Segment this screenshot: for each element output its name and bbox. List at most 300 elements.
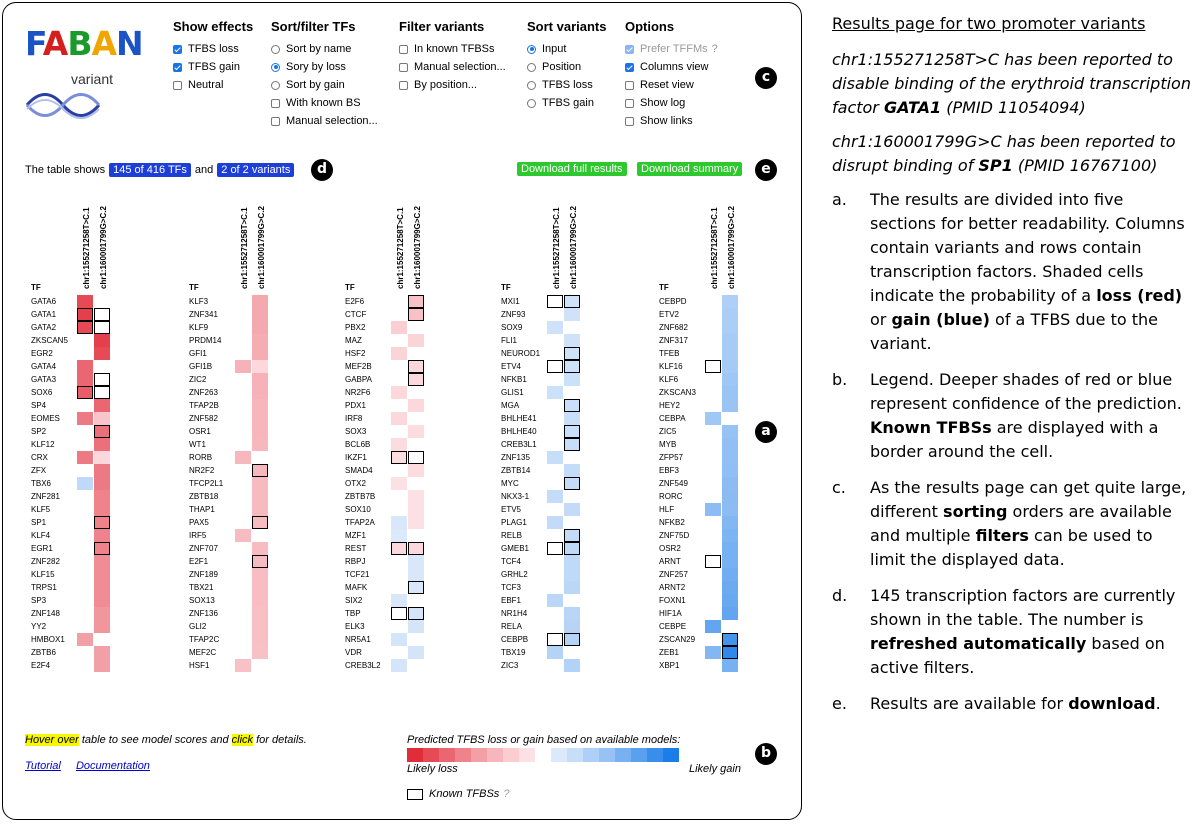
score-cell[interactable] — [705, 594, 721, 607]
score-cell[interactable] — [77, 659, 93, 672]
variant-column-header[interactable]: chr1:160001799G>C.2 — [257, 206, 266, 289]
table-row[interactable] — [501, 399, 601, 412]
table-row[interactable] — [659, 555, 759, 568]
score-cell[interactable] — [547, 607, 563, 620]
score-cell[interactable] — [391, 425, 407, 438]
score-cell[interactable] — [94, 425, 110, 438]
score-cell[interactable] — [705, 659, 721, 672]
score-cell[interactable] — [391, 633, 407, 646]
score-cell[interactable] — [564, 464, 580, 477]
table-row[interactable] — [659, 308, 759, 321]
table-row[interactable] — [659, 438, 759, 451]
score-cell[interactable] — [547, 477, 563, 490]
table-row[interactable] — [345, 659, 445, 672]
table-row[interactable] — [345, 516, 445, 529]
score-cell[interactable] — [722, 425, 738, 438]
table-row[interactable] — [659, 399, 759, 412]
score-cell[interactable] — [564, 529, 580, 542]
score-cell[interactable] — [252, 646, 268, 659]
table-row[interactable] — [189, 581, 289, 594]
score-cell[interactable] — [408, 594, 424, 607]
score-cell[interactable] — [722, 438, 738, 451]
score-cell[interactable] — [408, 633, 424, 646]
score-cell[interactable] — [235, 633, 251, 646]
score-cell[interactable] — [391, 451, 407, 464]
score-cell[interactable] — [77, 633, 93, 646]
score-cell[interactable] — [252, 464, 268, 477]
radio-button[interactable] — [527, 63, 536, 72]
score-cell[interactable] — [94, 594, 110, 607]
score-cell[interactable] — [77, 646, 93, 659]
table-row[interactable] — [345, 386, 445, 399]
score-cell[interactable] — [408, 412, 424, 425]
score-cell[interactable] — [408, 360, 424, 373]
score-cell[interactable] — [408, 438, 424, 451]
score-cell[interactable] — [94, 555, 110, 568]
score-cell[interactable] — [408, 568, 424, 581]
score-cell[interactable] — [77, 412, 93, 425]
score-cell[interactable] — [547, 594, 563, 607]
score-cell[interactable] — [564, 425, 580, 438]
score-cell[interactable] — [235, 425, 251, 438]
table-row[interactable] — [189, 490, 289, 503]
score-cell[interactable] — [408, 334, 424, 347]
table-row[interactable] — [31, 451, 131, 464]
score-cell[interactable] — [705, 438, 721, 451]
option-tfbs-gain[interactable] — [527, 94, 606, 112]
score-cell[interactable] — [722, 451, 738, 464]
table-row[interactable] — [345, 360, 445, 373]
score-cell[interactable] — [252, 451, 268, 464]
table-row[interactable] — [501, 347, 601, 360]
table-row[interactable] — [189, 542, 289, 555]
score-cell[interactable] — [94, 360, 110, 373]
score-cell[interactable] — [391, 581, 407, 594]
score-cell[interactable] — [77, 516, 93, 529]
score-cell[interactable] — [391, 503, 407, 516]
tf-count-badge[interactable]: 145 of 416 TFs — [109, 163, 191, 177]
score-cell[interactable] — [77, 477, 93, 490]
score-cell[interactable] — [722, 334, 738, 347]
score-cell[interactable] — [252, 386, 268, 399]
score-cell[interactable] — [391, 308, 407, 321]
score-cell[interactable] — [564, 308, 580, 321]
score-cell[interactable] — [564, 555, 580, 568]
score-cell[interactable] — [235, 334, 251, 347]
score-cell[interactable] — [547, 373, 563, 386]
score-cell[interactable] — [722, 529, 738, 542]
score-cell[interactable] — [235, 594, 251, 607]
score-cell[interactable] — [252, 516, 268, 529]
score-cell[interactable] — [705, 477, 721, 490]
score-cell[interactable] — [235, 516, 251, 529]
score-cell[interactable] — [408, 646, 424, 659]
score-cell[interactable] — [547, 542, 563, 555]
score-cell[interactable] — [252, 425, 268, 438]
score-cell[interactable] — [391, 347, 407, 360]
score-cell[interactable] — [252, 360, 268, 373]
score-cell[interactable] — [547, 412, 563, 425]
score-cell[interactable] — [705, 607, 721, 620]
option-neutral[interactable] — [173, 76, 253, 94]
table-row[interactable] — [189, 646, 289, 659]
table-row[interactable] — [501, 451, 601, 464]
documentation-link[interactable]: Documentation — [75, 760, 150, 772]
help-icon[interactable]: ? — [711, 43, 718, 55]
score-cell[interactable] — [252, 594, 268, 607]
score-cell[interactable] — [77, 568, 93, 581]
table-row[interactable] — [659, 594, 759, 607]
table-row[interactable] — [345, 334, 445, 347]
table-row[interactable] — [189, 360, 289, 373]
checkbox[interactable] — [625, 81, 634, 90]
variant-column-header[interactable]: chr1:155271258T>C.1 — [710, 207, 719, 289]
score-cell[interactable] — [705, 373, 721, 386]
score-cell[interactable] — [235, 451, 251, 464]
score-cell[interactable] — [235, 295, 251, 308]
score-cell[interactable] — [391, 490, 407, 503]
score-cell[interactable] — [408, 477, 424, 490]
option-manual-selection[interactable] — [271, 112, 378, 130]
option-with-known-bs[interactable] — [271, 94, 378, 112]
score-cell[interactable] — [235, 620, 251, 633]
table-row[interactable] — [659, 607, 759, 620]
option-sory-by-loss[interactable] — [271, 58, 378, 76]
table-row[interactable] — [501, 295, 601, 308]
variant-column-header[interactable]: chr1:160001799G>C.2 — [413, 206, 422, 289]
table-row[interactable] — [189, 334, 289, 347]
radio-button[interactable] — [527, 99, 536, 108]
score-cell[interactable] — [391, 555, 407, 568]
score-cell[interactable] — [235, 373, 251, 386]
score-cell[interactable] — [722, 646, 738, 659]
table-row[interactable] — [345, 321, 445, 334]
score-cell[interactable] — [722, 620, 738, 633]
table-row[interactable] — [345, 477, 445, 490]
tutorial-link[interactable]: Tutorial — [25, 760, 61, 772]
score-cell[interactable] — [391, 594, 407, 607]
option-show-links[interactable] — [625, 112, 718, 130]
table-row[interactable] — [345, 568, 445, 581]
radio-button[interactable] — [271, 63, 280, 72]
score-cell[interactable] — [564, 581, 580, 594]
score-cell[interactable] — [722, 412, 738, 425]
table-row[interactable] — [31, 295, 131, 308]
score-cell[interactable] — [391, 542, 407, 555]
score-cell[interactable] — [252, 607, 268, 620]
score-cell[interactable] — [77, 529, 93, 542]
table-row[interactable] — [345, 412, 445, 425]
table-row[interactable] — [501, 607, 601, 620]
checkbox[interactable] — [625, 99, 634, 108]
score-cell[interactable] — [77, 295, 93, 308]
score-cell[interactable] — [94, 334, 110, 347]
score-cell[interactable] — [94, 295, 110, 308]
score-cell[interactable] — [252, 568, 268, 581]
variant-column-header[interactable]: chr1:155271258T>C.1 — [240, 207, 249, 289]
table-row[interactable] — [31, 490, 131, 503]
option-in-known-tfbss[interactable] — [399, 40, 506, 58]
table-row[interactable] — [345, 308, 445, 321]
option-tfbs-gain[interactable] — [173, 58, 253, 76]
score-cell[interactable] — [235, 659, 251, 672]
table-row[interactable] — [659, 646, 759, 659]
score-cell[interactable] — [705, 555, 721, 568]
score-cell[interactable] — [547, 321, 563, 334]
score-cell[interactable] — [94, 412, 110, 425]
score-cell[interactable] — [564, 451, 580, 464]
table-row[interactable] — [345, 438, 445, 451]
table-row[interactable] — [189, 386, 289, 399]
table-row[interactable] — [659, 620, 759, 633]
option-show-log[interactable] — [625, 94, 718, 112]
variant-column-header[interactable]: chr1:160001799G>C.2 — [99, 206, 108, 289]
table-row[interactable] — [659, 503, 759, 516]
score-cell[interactable] — [408, 451, 424, 464]
score-cell[interactable] — [77, 464, 93, 477]
table-row[interactable] — [31, 620, 131, 633]
table-row[interactable] — [31, 594, 131, 607]
option-sort-by-name[interactable] — [271, 40, 378, 58]
download-full-button[interactable]: Download full results — [517, 162, 627, 176]
score-cell[interactable] — [94, 490, 110, 503]
table-row[interactable] — [501, 360, 601, 373]
score-cell[interactable] — [391, 412, 407, 425]
table-row[interactable] — [501, 438, 601, 451]
checkbox[interactable] — [173, 81, 182, 90]
score-cell[interactable] — [547, 347, 563, 360]
score-cell[interactable] — [77, 542, 93, 555]
table-row[interactable] — [501, 503, 601, 516]
score-cell[interactable] — [705, 360, 721, 373]
score-cell[interactable] — [77, 620, 93, 633]
score-cell[interactable] — [705, 503, 721, 516]
score-cell[interactable] — [408, 347, 424, 360]
score-cell[interactable] — [547, 529, 563, 542]
table-row[interactable] — [659, 412, 759, 425]
score-cell[interactable] — [252, 438, 268, 451]
table-row[interactable] — [659, 529, 759, 542]
score-cell[interactable] — [564, 438, 580, 451]
score-cell[interactable] — [94, 477, 110, 490]
score-cell[interactable] — [705, 425, 721, 438]
table-row[interactable] — [345, 425, 445, 438]
table-row[interactable] — [659, 347, 759, 360]
score-cell[interactable] — [391, 568, 407, 581]
table-row[interactable] — [501, 386, 601, 399]
score-cell[interactable] — [252, 490, 268, 503]
radio-button[interactable] — [527, 81, 536, 90]
variant-column-header[interactable]: chr1:155271258T>C.1 — [396, 207, 405, 289]
score-cell[interactable] — [564, 568, 580, 581]
table-row[interactable] — [659, 568, 759, 581]
score-cell[interactable] — [547, 516, 563, 529]
score-cell[interactable] — [408, 503, 424, 516]
score-cell[interactable] — [705, 321, 721, 334]
score-cell[interactable] — [722, 516, 738, 529]
score-cell[interactable] — [722, 633, 738, 646]
score-cell[interactable] — [235, 490, 251, 503]
score-cell[interactable] — [77, 360, 93, 373]
score-cell[interactable] — [391, 516, 407, 529]
table-row[interactable] — [659, 490, 759, 503]
table-row[interactable] — [501, 308, 601, 321]
score-cell[interactable] — [391, 399, 407, 412]
table-row[interactable] — [189, 438, 289, 451]
score-cell[interactable] — [77, 438, 93, 451]
score-cell[interactable] — [252, 308, 268, 321]
checkbox[interactable] — [399, 81, 408, 90]
score-cell[interactable] — [408, 464, 424, 477]
score-cell[interactable] — [564, 360, 580, 373]
table-row[interactable] — [189, 529, 289, 542]
score-cell[interactable] — [547, 399, 563, 412]
checkbox[interactable] — [625, 117, 634, 126]
score-cell[interactable] — [564, 295, 580, 308]
table-row[interactable] — [31, 464, 131, 477]
score-cell[interactable] — [391, 646, 407, 659]
score-cell[interactable] — [94, 321, 110, 334]
table-row[interactable] — [501, 646, 601, 659]
table-row[interactable] — [31, 542, 131, 555]
score-cell[interactable] — [252, 620, 268, 633]
score-cell[interactable] — [547, 503, 563, 516]
checkbox[interactable] — [173, 63, 182, 72]
score-cell[interactable] — [408, 321, 424, 334]
score-cell[interactable] — [235, 399, 251, 412]
score-cell[interactable] — [252, 347, 268, 360]
score-cell[interactable] — [722, 581, 738, 594]
variant-column-header[interactable]: chr1:160001799G>C.2 — [569, 206, 578, 289]
score-cell[interactable] — [564, 334, 580, 347]
score-cell[interactable] — [235, 477, 251, 490]
score-cell[interactable] — [705, 464, 721, 477]
table-row[interactable] — [31, 555, 131, 568]
table-row[interactable] — [659, 464, 759, 477]
score-cell[interactable] — [235, 646, 251, 659]
option-prefer-tffms[interactable] — [625, 40, 718, 58]
score-cell[interactable] — [235, 503, 251, 516]
score-cell[interactable] — [94, 659, 110, 672]
known-tfbs-help-icon[interactable]: ? — [503, 788, 510, 800]
score-cell[interactable] — [391, 386, 407, 399]
table-row[interactable] — [659, 477, 759, 490]
score-cell[interactable] — [94, 581, 110, 594]
table-row[interactable] — [659, 321, 759, 334]
score-cell[interactable] — [564, 659, 580, 672]
score-cell[interactable] — [722, 659, 738, 672]
option-tfbs-loss[interactable] — [527, 76, 606, 94]
table-row[interactable] — [189, 295, 289, 308]
score-cell[interactable] — [235, 347, 251, 360]
score-cell[interactable] — [722, 360, 738, 373]
option-position[interactable] — [527, 58, 606, 76]
score-cell[interactable] — [408, 386, 424, 399]
score-cell[interactable] — [252, 373, 268, 386]
score-cell[interactable] — [77, 386, 93, 399]
score-cell[interactable] — [705, 542, 721, 555]
score-cell[interactable] — [94, 516, 110, 529]
score-cell[interactable] — [705, 568, 721, 581]
table-row[interactable] — [345, 529, 445, 542]
score-cell[interactable] — [235, 308, 251, 321]
score-cell[interactable] — [705, 399, 721, 412]
score-cell[interactable] — [252, 412, 268, 425]
score-cell[interactable] — [547, 334, 563, 347]
score-cell[interactable] — [408, 607, 424, 620]
table-row[interactable] — [189, 568, 289, 581]
score-cell[interactable] — [722, 399, 738, 412]
score-cell[interactable] — [564, 542, 580, 555]
score-cell[interactable] — [547, 490, 563, 503]
score-cell[interactable] — [564, 321, 580, 334]
score-cell[interactable] — [547, 555, 563, 568]
checkbox[interactable] — [399, 63, 408, 72]
score-cell[interactable] — [705, 620, 721, 633]
score-cell[interactable] — [391, 529, 407, 542]
table-row[interactable] — [501, 568, 601, 581]
option-by-position[interactable] — [399, 76, 506, 94]
score-cell[interactable] — [77, 607, 93, 620]
table-row[interactable] — [345, 347, 445, 360]
table-row[interactable] — [189, 464, 289, 477]
table-row[interactable] — [345, 399, 445, 412]
score-cell[interactable] — [252, 321, 268, 334]
score-cell[interactable] — [235, 360, 251, 373]
score-cell[interactable] — [235, 464, 251, 477]
score-cell[interactable] — [94, 347, 110, 360]
score-cell[interactable] — [235, 542, 251, 555]
score-cell[interactable] — [722, 503, 738, 516]
table-row[interactable] — [31, 373, 131, 386]
table-row[interactable] — [189, 620, 289, 633]
score-cell[interactable] — [94, 464, 110, 477]
radio-button[interactable] — [271, 81, 280, 90]
score-cell[interactable] — [547, 620, 563, 633]
score-cell[interactable] — [391, 659, 407, 672]
table-row[interactable] — [189, 607, 289, 620]
variant-column-header[interactable]: chr1:155271258T>C.1 — [552, 207, 561, 289]
table-row[interactable] — [345, 490, 445, 503]
score-cell[interactable] — [564, 373, 580, 386]
table-row[interactable] — [189, 308, 289, 321]
score-cell[interactable] — [547, 438, 563, 451]
score-cell[interactable] — [564, 620, 580, 633]
table-row[interactable] — [345, 633, 445, 646]
score-cell[interactable] — [722, 464, 738, 477]
option-manual-selection[interactable] — [399, 58, 506, 76]
score-cell[interactable] — [547, 425, 563, 438]
score-cell[interactable] — [391, 373, 407, 386]
table-row[interactable] — [31, 568, 131, 581]
table-row[interactable] — [31, 503, 131, 516]
score-cell[interactable] — [547, 451, 563, 464]
score-cell[interactable] — [77, 451, 93, 464]
score-cell[interactable] — [705, 451, 721, 464]
score-cell[interactable] — [391, 295, 407, 308]
table-row[interactable] — [31, 607, 131, 620]
variant-column-header[interactable]: chr1:160001799G>C.2 — [727, 206, 736, 289]
table-row[interactable] — [501, 490, 601, 503]
score-cell[interactable] — [391, 477, 407, 490]
score-cell[interactable] — [94, 646, 110, 659]
checkbox[interactable] — [271, 117, 280, 126]
score-cell[interactable] — [235, 529, 251, 542]
table-row[interactable] — [345, 295, 445, 308]
score-cell[interactable] — [547, 659, 563, 672]
table-row[interactable] — [345, 607, 445, 620]
score-cell[interactable] — [77, 581, 93, 594]
